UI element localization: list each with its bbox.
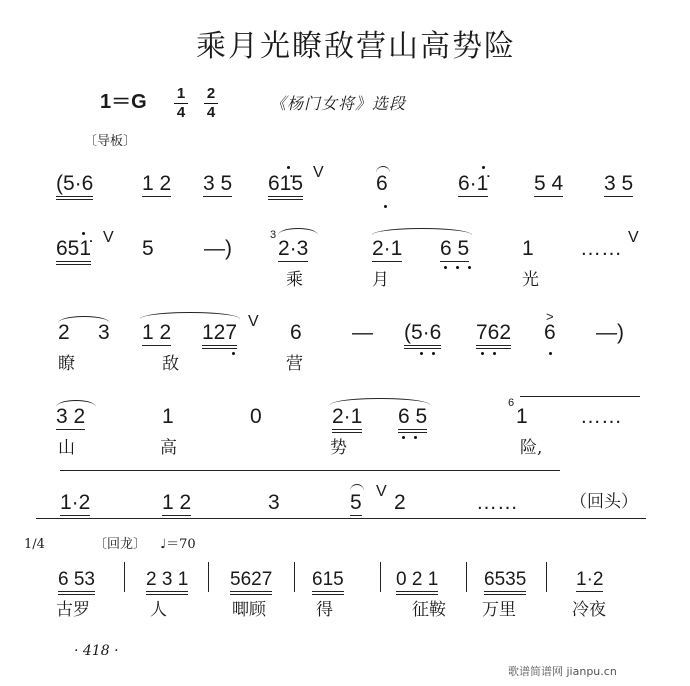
note-group: 61̇5 [268,173,303,200]
note-group: — [352,321,373,344]
note-group: 127 [202,322,237,349]
note-group: 6535 [484,570,526,595]
note-group: 1 [162,405,174,428]
note-group: 1·2 [576,569,604,590]
fermata [350,484,364,491]
slur [330,398,430,405]
note-group: 1·2 [60,491,91,514]
note-group: 615 [312,570,344,595]
note-group: 762 [476,322,511,349]
note-group: 0 [250,405,262,428]
note-group: 3 [98,321,110,344]
note-group: 2 [394,491,406,514]
note-group: …… [580,405,622,428]
note-group: 5 [142,237,154,260]
lyric: 月 [372,270,389,290]
note-group: 2·1 [372,237,403,260]
meter-numerator: 2 [206,85,216,102]
note-group: 0 2 1 [396,570,438,595]
grace-note: 6 [508,397,515,409]
note-group: 6 [376,172,388,195]
lyric: 高 [160,438,177,458]
breath-mark: V [376,483,387,500]
lyric: 人 [150,600,167,620]
meter-1-4 [174,86,188,121]
note-group: 6 5 [440,237,470,260]
separator-line [36,518,646,519]
lyric: 古罗 [56,600,90,620]
lyric: 瞭 [58,354,75,374]
lyric: 冷夜 [572,600,606,620]
accent-mark: > [546,309,554,324]
note-group: 3 2 [56,405,86,428]
lyric: 山 [58,438,75,458]
lyric: 光 [522,270,539,290]
lyric: 营 [286,354,303,374]
note-group: 6 [544,321,556,344]
breath-mark: V [628,229,639,246]
slur [372,228,472,235]
meter-denominator: 4 [176,103,186,121]
lyric: 敌 [162,354,179,374]
note-group: —) [204,237,232,260]
page-title: 乘月光瞭敌营山高势险 [196,29,516,64]
note-group: …… [580,237,622,260]
note-group: 6 [290,321,302,344]
note-group: 2 [58,321,70,344]
note-group: (5·6 [56,173,93,200]
meter-denominator: 4 [206,103,216,121]
lyric: 得 [316,600,333,620]
note-group: 5627 [230,570,272,595]
key-signature: 1＝G [100,91,147,113]
note-group: 1 2 [142,321,172,344]
grace-note: 3 [270,229,277,241]
breath-mark: V [103,229,114,246]
note-group: 6·1̇ [458,172,489,195]
repeat-tag: （回头） [570,492,638,512]
note-group: 3 5 [604,172,634,195]
section-label: 〔导板〕 [84,134,137,149]
section-label: 〔回龙〕 [94,537,147,552]
note-group: 1 [516,405,528,428]
breath-mark: V [248,313,259,330]
lyric: 万里 [482,600,516,620]
note-group: 1 [522,237,534,260]
note-group: (5·6 [404,322,441,349]
note-group: 1 2 [142,172,172,195]
watermark: 歌谱简谱网 jianpu.cn [508,665,617,678]
note-group: 3 [268,491,280,514]
breath-mark: V [313,164,324,181]
lyric: 征鞍 [412,600,446,620]
note-group: 1 2 [162,491,192,514]
meter-2-4 [204,86,218,121]
note-group: 2·1 [332,406,362,433]
page-number: · 418 · [74,643,119,659]
slur [140,312,240,319]
separator-line [60,470,560,471]
meter-label: 1/4 [24,537,45,552]
slur [278,228,318,235]
note-group: 5 [350,491,362,514]
note-group: 3 5 [203,172,233,195]
note-group: 651̇ [56,238,91,265]
lyric: 唧顾 [232,600,266,620]
source-note: 《杨门女将》选段 [270,94,407,113]
note-group: 6 5 [398,406,427,433]
note-group: 5 4 [534,172,564,195]
note-group: …… [476,491,518,514]
tie [520,396,640,397]
lyric: 险, [520,438,543,458]
note-group: 6 53 [58,570,95,595]
lyric: 乘 [286,270,303,290]
tempo-mark: ♩＝70 [160,537,196,552]
note-group: —) [596,321,624,344]
note-group: 2·3 [278,237,309,260]
meter-numerator: 1 [176,85,186,102]
lyric: 势 [330,438,347,458]
note-group: 2 3 1 [146,570,188,595]
